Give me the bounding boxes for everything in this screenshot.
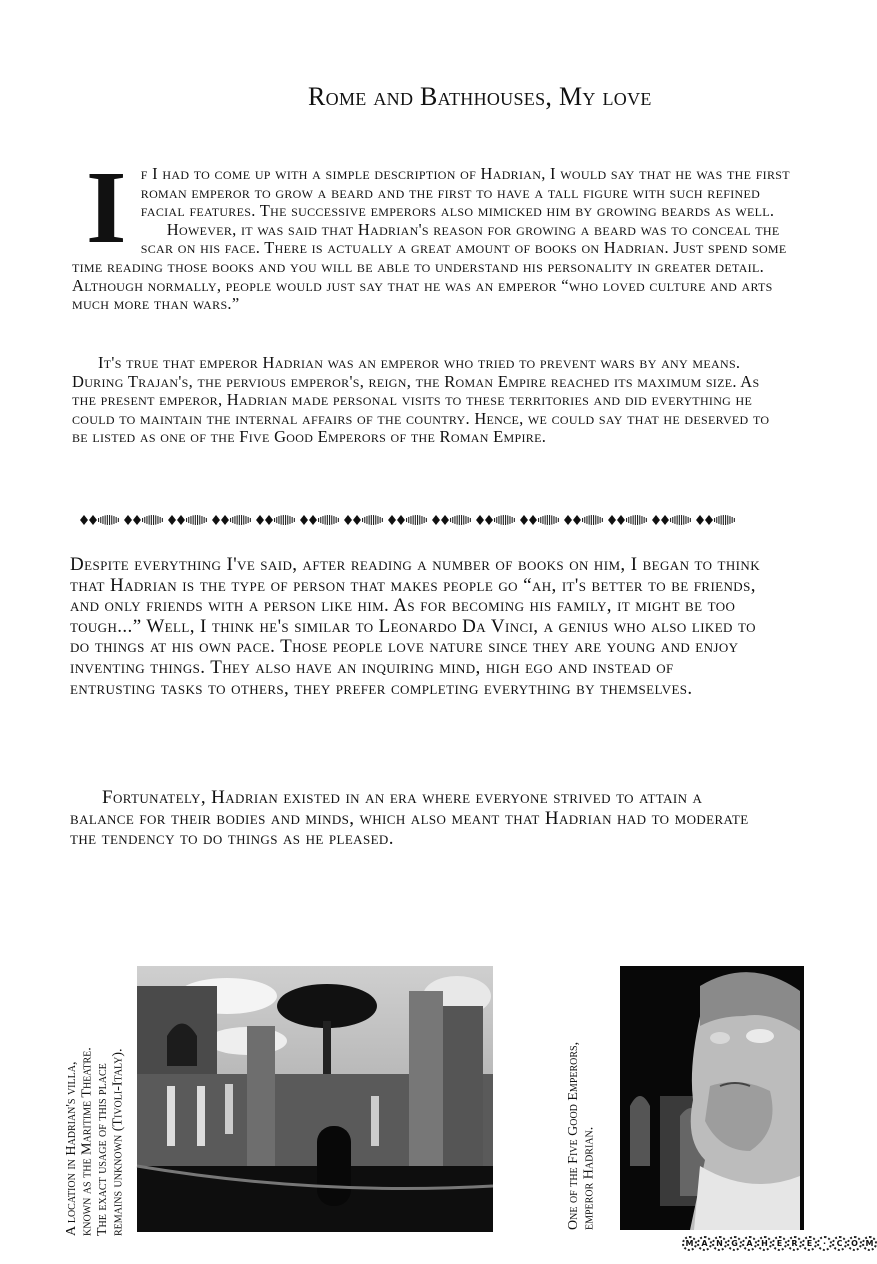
divider-hatch bbox=[408, 517, 409, 523]
divider-hatch bbox=[375, 515, 376, 524]
drop-cap: I bbox=[86, 150, 127, 265]
divider-hatch bbox=[501, 515, 502, 524]
divider-hatch bbox=[507, 515, 508, 524]
divider-hatch bbox=[626, 518, 627, 522]
divider-hatch bbox=[283, 515, 284, 525]
divider-diamond bbox=[520, 515, 528, 525]
divider-hatch bbox=[589, 515, 590, 524]
divider-hatch bbox=[558, 518, 559, 522]
divider-hatch bbox=[155, 515, 156, 524]
paragraph-trajan: It's true that emperor Hadrian was an emperor who tried to prevent wars by any means. During Trajan's, the pervious emperor's, reign, the Roman Empire reached its maximum size. As the present emperor, Hadrian made personal visits to these territories and did everything he could to maintain the internal affairs of the country. Hence, we could say that he deserved to be listed as one of the Five Good Emperors of the Roman Empire. bbox=[72, 353, 770, 447]
divider-hatch bbox=[718, 516, 719, 524]
divider-hatch bbox=[582, 518, 583, 522]
divider-hatch bbox=[688, 517, 689, 523]
divider-hatch bbox=[188, 517, 189, 523]
divider-hatch bbox=[628, 517, 629, 523]
ornamental-divider bbox=[76, 513, 748, 527]
divider-hatch bbox=[727, 515, 728, 524]
divider-hatch bbox=[329, 515, 330, 525]
divider-hatch bbox=[670, 518, 671, 522]
divider-hatch bbox=[551, 515, 552, 524]
caption-line: A location in Hadrian's villa, bbox=[64, 1061, 79, 1236]
divider-diamond bbox=[696, 515, 704, 525]
divider-hatch bbox=[413, 515, 414, 524]
divider-hatch bbox=[327, 515, 328, 525]
watermark-letter: M bbox=[682, 1236, 697, 1251]
divider-hatch bbox=[672, 517, 673, 523]
divider-hatch bbox=[294, 518, 295, 522]
divider-diamond bbox=[397, 515, 405, 525]
divider-diamond bbox=[432, 515, 440, 525]
divider-hatch bbox=[459, 515, 460, 525]
caption-line: The exact usage of this place bbox=[95, 1063, 110, 1236]
caption-line: One of the Five Good Emperors, bbox=[566, 1041, 581, 1230]
divider-hatch bbox=[630, 516, 631, 524]
divider-hatch bbox=[320, 517, 321, 523]
divider-hatch bbox=[289, 516, 290, 524]
photo-hadrian-bust bbox=[620, 966, 804, 1230]
divider-hatch bbox=[690, 518, 691, 522]
divider-hatch bbox=[241, 515, 242, 525]
divider-hatch bbox=[633, 515, 634, 524]
watermark-logo bbox=[682, 1236, 877, 1256]
divider-hatch bbox=[371, 515, 372, 525]
divider-hatch bbox=[102, 516, 103, 524]
divider-hatch bbox=[417, 515, 418, 525]
caption-line: remains unknown (Tivoli-Italy). bbox=[110, 1048, 126, 1236]
divider-hatch bbox=[426, 518, 427, 522]
watermark-letter: G bbox=[727, 1236, 742, 1251]
paragraph-balance: Fortunately, Hadrian existed in an era where everyone strived to attain a balance for their bodies and minds, which also meant that Hadrian had to moderate the tendency to do things as he pleased. bbox=[70, 787, 749, 850]
divider-hatch bbox=[586, 516, 587, 524]
watermark-letter: E bbox=[772, 1236, 787, 1251]
divider-hatch bbox=[237, 515, 238, 524]
caption-line: known as the Maritime Theatre. bbox=[79, 1047, 95, 1236]
divider-diamond bbox=[529, 515, 537, 525]
divider-hatch bbox=[111, 515, 112, 524]
divider-hatch bbox=[232, 517, 233, 523]
divider-hatch bbox=[494, 518, 495, 522]
divider-hatch bbox=[410, 516, 411, 524]
divider-hatch bbox=[364, 517, 365, 523]
watermark-letter: C bbox=[832, 1236, 847, 1251]
divider-hatch bbox=[637, 515, 638, 525]
maritime-theatre-image bbox=[137, 966, 493, 1232]
divider-hatch bbox=[380, 517, 381, 523]
divider-hatch bbox=[729, 516, 730, 524]
divider-hatch bbox=[245, 516, 246, 524]
divider-hatch bbox=[98, 518, 99, 522]
divider-diamond bbox=[441, 515, 449, 525]
divider-hatch bbox=[461, 515, 462, 525]
divider-hatch bbox=[338, 518, 339, 522]
divider-hatch bbox=[100, 517, 101, 523]
divider-hatch bbox=[635, 515, 636, 525]
divider-hatch bbox=[162, 518, 163, 522]
divider-hatch bbox=[377, 516, 378, 524]
divider-diamond bbox=[221, 515, 229, 525]
divider-hatch bbox=[556, 517, 557, 523]
divider-hatch bbox=[470, 518, 471, 522]
divider-hatch bbox=[503, 515, 504, 525]
divider-hatch bbox=[600, 517, 601, 523]
divider-hatch bbox=[674, 516, 675, 524]
divider-hatch bbox=[457, 515, 458, 524]
divider-hatch bbox=[382, 518, 383, 522]
divider-hatch bbox=[723, 515, 724, 525]
divider-hatch bbox=[602, 518, 603, 522]
divider-hatch bbox=[734, 518, 735, 522]
divider-hatch bbox=[118, 518, 119, 522]
divider-hatch bbox=[250, 518, 251, 522]
divider-hatch bbox=[547, 515, 548, 525]
divider-diamond bbox=[608, 515, 616, 525]
divider-hatch bbox=[146, 516, 147, 524]
divider-hatch bbox=[325, 515, 326, 524]
divider-hatch bbox=[190, 516, 191, 524]
divider-hatch bbox=[373, 515, 374, 525]
divider-hatch bbox=[595, 515, 596, 524]
divider-diamond bbox=[80, 515, 88, 525]
divider-diamond bbox=[89, 515, 97, 525]
divider-hatch bbox=[243, 515, 244, 524]
divider-diamond bbox=[256, 515, 264, 525]
caption-villa bbox=[64, 966, 126, 1236]
divider-diamond bbox=[652, 515, 660, 525]
divider-hatch bbox=[234, 516, 235, 524]
watermark-letter: · bbox=[817, 1236, 832, 1251]
divider-hatch bbox=[421, 516, 422, 524]
divider-hatch bbox=[144, 517, 145, 523]
divider-hatch bbox=[644, 517, 645, 523]
divider-diamond bbox=[388, 515, 396, 525]
divider-diamond bbox=[353, 515, 361, 525]
divider-hatch bbox=[512, 517, 513, 523]
divider-hatch bbox=[415, 515, 416, 525]
divider-hatch bbox=[285, 515, 286, 525]
divider-hatch bbox=[465, 516, 466, 524]
divider-diamond bbox=[573, 515, 581, 525]
divider-hatch bbox=[287, 515, 288, 524]
divider-diamond bbox=[661, 515, 669, 525]
divider-hatch bbox=[545, 515, 546, 524]
paragraph-davinci: Despite everything I've said, after reading a number of books on him, I began to think that Hadrian is the type of person that makes people go “ah, it's better to be friends, and only friends with a person like him. As for becoming his family, it might be too tough...” Well, I think he's similar to Leonardo Da Vinci, a genius who also liked to do things at his own pace. Those people love nature since they are young and enjoy inventing things. They also have an inquiring mind, high ego and instead of entrusting tasks to others, they prefer completing everything by themselves. bbox=[70, 554, 760, 699]
divider-hatch bbox=[714, 518, 715, 522]
divider-hatch bbox=[716, 517, 717, 523]
watermark-letter: A bbox=[742, 1236, 757, 1251]
divider-hatch bbox=[540, 517, 541, 523]
divider-hatch bbox=[505, 515, 506, 525]
divider-hatch bbox=[593, 515, 594, 525]
divider-diamond bbox=[617, 515, 625, 525]
divider-hatch bbox=[333, 516, 334, 524]
divider-hatch bbox=[113, 516, 114, 524]
intro-text-second: However, it was said that Hadrian's reason for growing a beard was to conceal the scar on his face. There is actually a great amount of books on Hadrian. Just spend some time reading those books and you will be able to understand his personality in greater detail. Although normally, people would just say that he was an emperor “who loved culture and arts much more than wars.” bbox=[72, 219, 787, 314]
divider-hatch bbox=[725, 515, 726, 525]
divider-diamond bbox=[177, 515, 185, 525]
divider-hatch bbox=[153, 515, 154, 525]
divider-hatch bbox=[721, 515, 722, 524]
divider-hatch bbox=[450, 518, 451, 522]
divider-hatch bbox=[160, 517, 161, 523]
divider-hatch bbox=[201, 516, 202, 524]
divider-hatch bbox=[498, 516, 499, 524]
divider-hatch bbox=[157, 516, 158, 524]
watermark-letter: R bbox=[787, 1236, 802, 1251]
caption-line: emperor Hadrian. bbox=[581, 1126, 597, 1230]
divider-hatch bbox=[292, 517, 293, 523]
hadrian-bust-image bbox=[620, 966, 804, 1230]
divider-diamond bbox=[124, 515, 132, 525]
divider-diamond bbox=[212, 515, 220, 525]
divider-hatch bbox=[584, 517, 585, 523]
divider-hatch bbox=[496, 517, 497, 523]
divider-diamond bbox=[705, 515, 713, 525]
divider-hatch bbox=[331, 515, 332, 524]
divider-hatch bbox=[142, 518, 143, 522]
divider-diamond bbox=[168, 515, 176, 525]
divider-hatch bbox=[186, 518, 187, 522]
divider-hatch bbox=[206, 518, 207, 522]
divider-hatch bbox=[683, 515, 684, 524]
watermark-letter: A bbox=[697, 1236, 712, 1251]
divider-hatch bbox=[542, 516, 543, 524]
divider-diamond bbox=[476, 515, 484, 525]
divider-hatch bbox=[230, 518, 231, 522]
divider-hatch bbox=[406, 518, 407, 522]
divider-diamond bbox=[344, 515, 352, 525]
divider-diamond bbox=[133, 515, 141, 525]
divider-hatch bbox=[509, 516, 510, 524]
divider-hatch bbox=[281, 515, 282, 524]
divider-hatch bbox=[197, 515, 198, 525]
divider-hatch bbox=[276, 517, 277, 523]
divider-hatch bbox=[685, 516, 686, 524]
divider-hatch bbox=[641, 516, 642, 524]
divider-hatch bbox=[538, 518, 539, 522]
caption-hadrian bbox=[566, 966, 597, 1230]
divider-hatch bbox=[366, 516, 367, 524]
divider-hatch bbox=[553, 516, 554, 524]
divider-hatch bbox=[549, 515, 550, 525]
watermark-letter: H bbox=[757, 1236, 772, 1251]
photo-maritime-theatre bbox=[137, 966, 493, 1232]
divider-hatch bbox=[116, 517, 117, 523]
divider-diamond bbox=[300, 515, 308, 525]
intro-paragraph bbox=[72, 150, 798, 314]
divider-hatch bbox=[597, 516, 598, 524]
divider-hatch bbox=[454, 516, 455, 524]
divider-hatch bbox=[463, 515, 464, 524]
divider-hatch bbox=[468, 517, 469, 523]
divider-hatch bbox=[149, 515, 150, 524]
divider-diamond bbox=[485, 515, 493, 525]
divider-hatch bbox=[362, 518, 363, 522]
divider-hatch bbox=[514, 518, 515, 522]
divider-hatch bbox=[239, 515, 240, 525]
divider-hatch bbox=[424, 517, 425, 523]
divider-hatch bbox=[732, 517, 733, 523]
divider-hatch bbox=[278, 516, 279, 524]
divider-diamond bbox=[309, 515, 317, 525]
divider-hatch bbox=[193, 515, 194, 524]
watermark-letter: O bbox=[847, 1236, 862, 1251]
divider-diamond bbox=[564, 515, 572, 525]
divider-hatch bbox=[679, 515, 680, 525]
watermark-letter: E bbox=[802, 1236, 817, 1251]
divider-hatch bbox=[681, 515, 682, 525]
divider-hatch bbox=[109, 515, 110, 525]
divider-hatch bbox=[646, 518, 647, 522]
divider-hatch bbox=[318, 518, 319, 522]
divider-hatch bbox=[151, 515, 152, 525]
divider-hatch bbox=[639, 515, 640, 524]
divider-hatch bbox=[195, 515, 196, 525]
divider-hatch bbox=[322, 516, 323, 524]
watermark-letter: M bbox=[862, 1236, 877, 1251]
divider-hatch bbox=[248, 517, 249, 523]
divider-diamond bbox=[265, 515, 273, 525]
watermark-letter: N bbox=[712, 1236, 727, 1251]
divider-hatch bbox=[677, 515, 678, 524]
intro-text-first: f I had to come up with a simple description of Hadrian, I would say that he was the first roman emperor to grow a beard and the first to have a tall figure with such refined facial features. The successive emperors also mimicked him by growing beards as well. bbox=[140, 164, 790, 221]
divider-hatch bbox=[369, 515, 370, 524]
divider-hatch bbox=[105, 515, 106, 524]
divider-hatch bbox=[274, 518, 275, 522]
divider-hatch bbox=[419, 515, 420, 524]
divider-hatch bbox=[452, 517, 453, 523]
divider-hatch bbox=[591, 515, 592, 525]
divider-hatch bbox=[199, 515, 200, 524]
divider-hatch bbox=[336, 517, 337, 523]
divider-hatch bbox=[204, 517, 205, 523]
divider-hatch bbox=[107, 515, 108, 525]
page-title: Rome and Bathhouses, My love bbox=[308, 82, 652, 111]
